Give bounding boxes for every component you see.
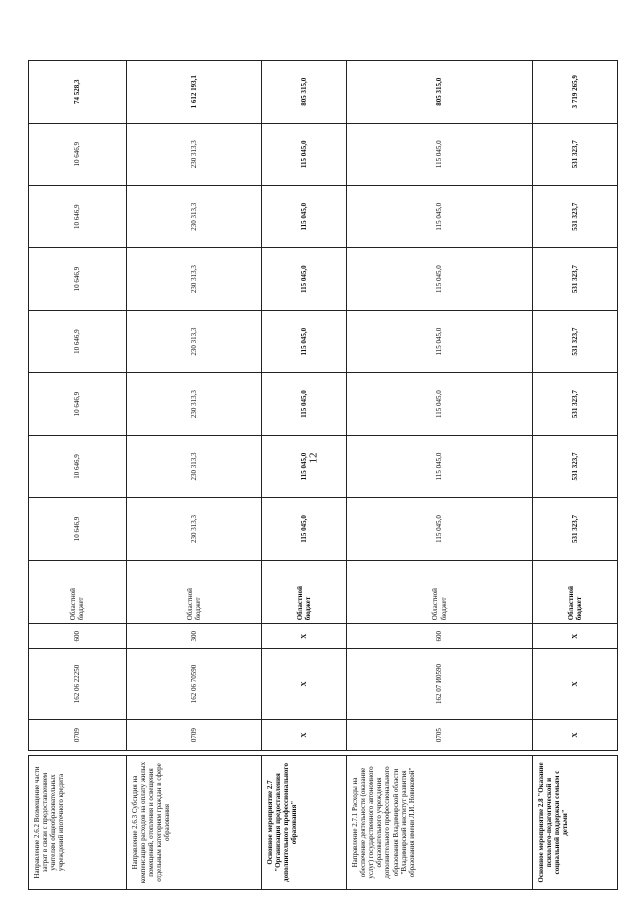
column-gap [347,751,532,756]
target-article-cell: Х [262,649,347,719]
year-amount-cell: 531 323,7 [532,498,617,560]
column-gap [262,751,347,756]
year-amount-cell: 230 313,3 [126,310,261,372]
year-amount-cell: 531 323,7 [532,310,617,372]
year-amount-cell: 531 323,7 [532,248,617,310]
funding-source-cell: Областной бюджет [347,560,532,624]
section-code-cell: 0709 [29,719,127,751]
year-amount-cell: 531 323,7 [532,435,617,497]
page-number: 12 [307,452,320,464]
funding-source-cell: Областной бюджет [532,560,617,624]
column-gap [532,751,617,756]
year-amount-cell: 230 313,3 [126,123,261,185]
expense-type-cell: 600 [347,624,532,649]
year-amount-cell: 531 323,7 [532,185,617,247]
section-code-cell: Х [532,719,617,751]
year-amount-cell: 10 646,9 [29,310,127,372]
year-amount-cell: 115 045,0 [262,498,347,560]
year-amount-cell: 115 045,0 [347,435,532,497]
section-code-cell: 0709 [126,719,261,751]
year-amount-cell: 10 646,9 [29,248,127,310]
total-amount-cell: 74 528,3 [29,61,127,124]
table-row [532,61,617,890]
expense-type-cell: Х [532,624,617,649]
measure-name-cell: Направление 2.7.1 Расходы на обеспечение деятельности (оказание услуг) государственного автономного образовательного учреждения дополнительного профессионального образования Владимирской области "Владимирский институт развития образования имени Л.И. Новиковой" [347,756,532,890]
funding-source-cell: Областной бюджет [126,560,261,624]
total-amount-cell: 3 719 265,9 [532,61,617,124]
total-amount-cell: 805 315,0 [262,61,347,124]
funding-source-cell: Областной бюджет [29,560,127,624]
expense-type-cell: Х [262,624,347,649]
year-amount-cell: 10 646,9 [29,373,127,435]
year-amount-cell: 230 313,3 [126,185,261,247]
total-amount-cell: 1 612 193,1 [126,61,261,124]
year-amount-cell: 115 045,0 [262,310,347,372]
table-row [126,61,261,890]
year-amount-cell: 10 646,9 [29,498,127,560]
year-amount-cell: 115 045,0 [262,435,347,497]
year-amount-cell: 115 045,0 [262,185,347,247]
year-amount-cell: 115 045,0 [347,310,532,372]
year-amount-cell: 115 045,0 [347,248,532,310]
measure-name-cell: Направление 2.6.2 Возмещение части затрат в связи с предоставлением учителям общеобразовательных учреждений ипотечного кредита [29,756,127,890]
measure-name-cell: Основное мероприятие 2.8 "Оказание психолого-педагогической и социальной поддержки семьям с детьми" [532,756,617,890]
year-amount-cell: 230 313,3 [126,248,261,310]
year-amount-cell: 10 646,9 [29,123,127,185]
year-amount-cell: 115 045,0 [347,123,532,185]
table-row [29,61,127,890]
year-amount-cell: 115 045,0 [347,373,532,435]
section-code-cell: Х [262,719,347,751]
section-code-cell: 0705 [347,719,532,751]
table-body [29,61,618,890]
year-amount-cell: 10 646,9 [29,435,127,497]
table-row [347,61,532,890]
year-amount-cell: 10 646,9 [29,185,127,247]
target-article-cell: 162 06 70590 [126,649,261,719]
target-article-cell: 162 07 И0590 [347,649,532,719]
measure-name-cell: Направление 2.6.3 Субсидия на компенсацию расходов на оплату жилых помещений, отопления и освещения отдельным категориям граждан в сфере образования [126,756,261,890]
target-article-cell: Х [532,649,617,719]
year-amount-cell: 115 045,0 [347,185,532,247]
year-amount-cell: 115 045,0 [262,123,347,185]
expense-type-cell: 300 [126,624,261,649]
year-amount-cell: 531 323,7 [532,123,617,185]
year-amount-cell: 115 045,0 [262,373,347,435]
year-amount-cell: 115 045,0 [347,498,532,560]
column-gap [126,751,261,756]
year-amount-cell: 230 313,3 [126,498,261,560]
budget-table [28,60,618,890]
target-article-cell: 162 06 22250 [29,649,127,719]
year-amount-cell: 115 045,0 [262,248,347,310]
year-amount-cell: 531 323,7 [532,373,617,435]
funding-source-cell: Областной бюджет [262,560,347,624]
year-amount-cell: 230 313,3 [126,435,261,497]
expense-type-cell: 600 [29,624,127,649]
budget-table-area [28,60,618,890]
total-amount-cell: 805 315,0 [347,61,532,124]
year-amount-cell: 230 313,3 [126,373,261,435]
measure-name-cell: Основное мероприятие 2.7 "Организация предоставления дополнительного профессионального образования" [262,756,347,890]
column-gap [29,751,127,756]
table-row [262,61,347,890]
